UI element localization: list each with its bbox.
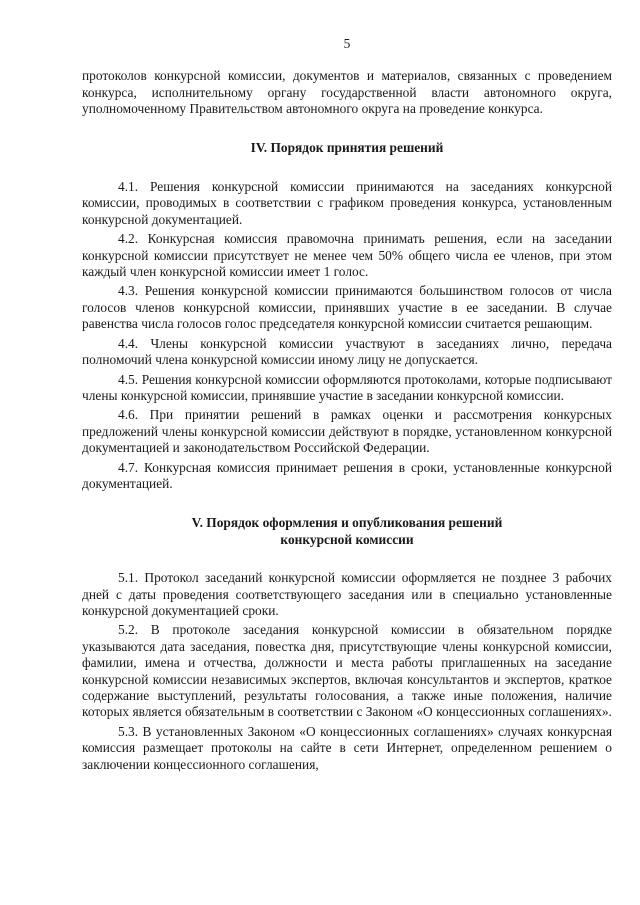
paragraph-4-4: 4.4. Члены конкурсной комиссии участвуют в заседаниях лично, передача полномочий члена конкурсной комиссии иному лицу не допускается.	[82, 335, 612, 368]
section-4-heading: IV. Порядок принятия решений	[250, 139, 444, 155]
page-number: 5	[343, 36, 351, 51]
paragraph-5-2: 5.2. В протоколе заседания конкурсной комиссии в обязательном порядке указываются дата заседания, повестка дня, присутствующие члены конкурсной комиссии, фамилии, имена и отчества, должности и места работы приглашенных на заседание конкурсной комиссии независимых экспертов, включая консультантов и экспертов, краткое содержание выступлений, результаты голосования, а также иные положения, наличие которых является обязательным в соответствии с Законом «О концессионных соглашениях».	[82, 622, 612, 720]
section-5-heading	[82, 515, 612, 548]
intro-paragraph: протоколов конкурсной комиссии, документов и материалов, связанных с проведением конкурса, исполнительному органу государственной власти автономного округа, уполномоченному Правительством автономного округа на проведение конкурса.	[82, 68, 612, 117]
paragraph-4-5: 4.5. Решения конкурсной комиссии оформляются протоколами, которые подписывают члены конкурсной комиссии, принявшие участие в заседании конкурсной комиссии.	[82, 371, 612, 403]
paragraph-4-7: 4.7. Конкурсная комиссия принимает решения в сроки, установленные конкурсной документацией.	[82, 459, 612, 491]
paragraph-4-6: 4.6. При принятии решений в рамках оценки и рассмотрения конкурсных предложений члены конкурсной комиссии действуют в порядке, установленном конкурсной документацией и законодательством Российской Федерации.	[82, 407, 612, 456]
paragraph-4-3: 4.3. Решения конкурсной комиссии принимаются большинством голосов от числа голосов членов конкурсной комиссии, принявших участие в ее заседании. В случае равенства числа голосов голос председателя конкурсной комиссии считается решающим.	[82, 283, 612, 332]
section-5-heading-line-1: V. Порядок оформления и опубликования решений	[191, 515, 503, 531]
paragraph-5-3: 5.3. В установленных Законом «О концессионных соглашениях» случаях конкурсная комиссия размещает протоколы на сайте в сети Интернет, определенном решением о заключении концессионного соглашения,	[82, 723, 612, 772]
paragraph-5-1: 5.1. Протокол заседаний конкурсной комиссии оформляется не позднее 3 рабочих дней с даты проведения соответствующего заседания или в специально установленные конкурсной документацией сроки.	[82, 570, 612, 618]
section-5-heading-line-2: конкурсной комиссии	[280, 531, 414, 547]
paragraph-4-1: 4.1. Решения конкурсной комиссии принимаются на заседаниях конкурсной комиссии, проводимых в соответствии с графиком проведения конкурса, установленным конкурсной документацией.	[82, 179, 612, 227]
paragraph-4-2: 4.2. Конкурсная комиссия правомочна принимать решения, если на заседании конкурсной комиссии присутствует не менее чем 50% общего числа ее членов, при этом каждый член конкурсной комиссии имеет 1 голос.	[82, 231, 612, 280]
